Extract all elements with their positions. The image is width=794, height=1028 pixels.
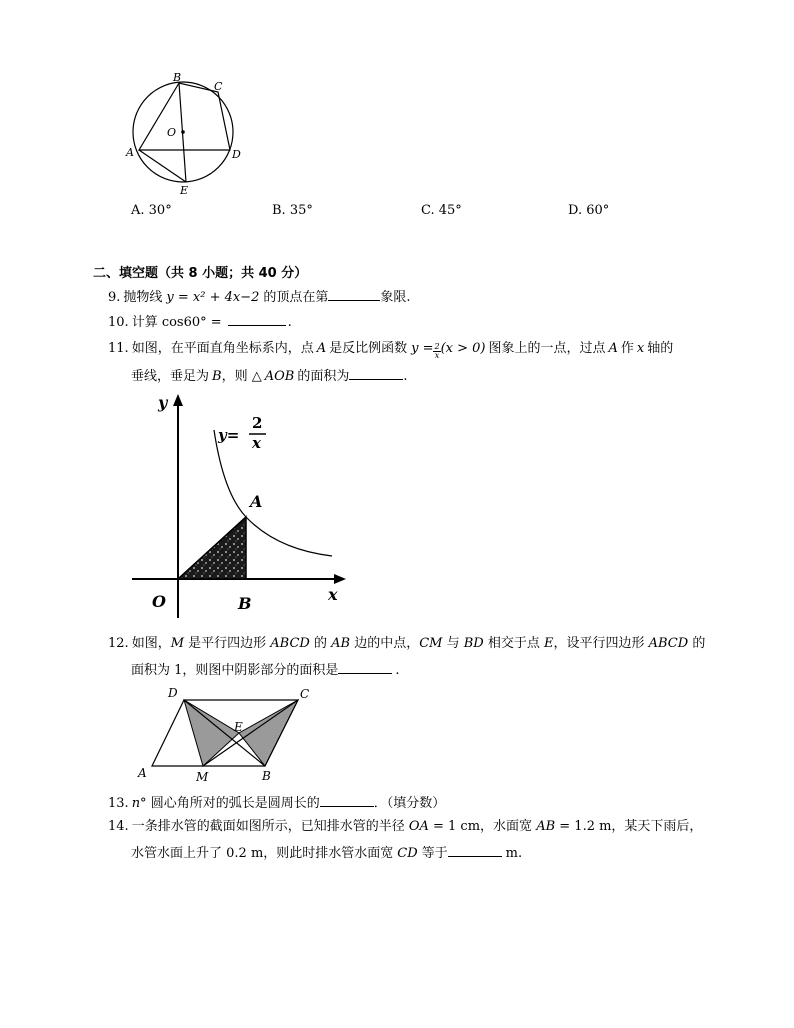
label-B: B [173, 71, 182, 84]
equation-lhs: y= [218, 426, 240, 444]
question-9 [108, 288, 411, 306]
q11-var-AOB: AOB [264, 369, 295, 384]
section-title: 二、填空题（共 8 小题；共 40 分） [93, 266, 308, 281]
q11-text-5: 轴的 [647, 341, 674, 356]
label-C: C [300, 687, 310, 701]
q11-frac-num: 2 [434, 342, 440, 351]
label-A: A [138, 766, 147, 780]
q12-m5: AB [331, 636, 351, 651]
q13-n: n° [131, 796, 147, 811]
q11-number: 11. [108, 341, 129, 356]
q11-text-4: 作 [620, 341, 634, 356]
q12-m9: BD [463, 636, 484, 651]
q11-blank[interactable] [349, 367, 403, 380]
q13-text: 圆心角所对的弧长是圆周长的 [146, 796, 320, 811]
q14-m3: AB [536, 819, 556, 834]
parallelogram-figure [134, 684, 320, 786]
question-14-line1 [108, 819, 702, 835]
q13-number: 13. [108, 796, 129, 811]
q11-var-x: x [636, 341, 645, 356]
choice-b: B. 35° [272, 203, 313, 218]
q14-blank[interactable] [448, 844, 502, 857]
question-14-line2 [131, 844, 522, 862]
q12-m7: CM [419, 636, 443, 651]
q12-t6: 边的中点， [350, 636, 420, 651]
label-B: B [262, 769, 271, 783]
quadrilateral-ABCD [139, 83, 230, 150]
center-dot [181, 130, 185, 134]
label-D: D [232, 148, 241, 161]
question-11-line2 [131, 367, 407, 385]
point-label-A: A [250, 492, 263, 511]
q14-number: 14. [108, 819, 129, 834]
label-M: M [196, 770, 209, 784]
q11-text-6: 垂线，垂足为 [131, 369, 210, 384]
circle-figure [122, 70, 248, 198]
origin-label: O [152, 592, 166, 611]
q12-tail: . [395, 663, 400, 678]
shaded-triangle-DME [184, 700, 239, 766]
q12-m11: E [543, 636, 554, 651]
q9-formula: y = x² + 4x−2 [166, 290, 260, 305]
q14-t0: 一条排水管的截面如图所示，已知排水管的半径 [131, 819, 409, 834]
q11-text-2: 是反比例函数 [329, 341, 408, 356]
choice-a: A. 30° [131, 203, 172, 218]
q11-text-3: 图象上的一点，过点 [488, 341, 606, 356]
q11-var-A: A [316, 341, 327, 356]
q11-tail: . [403, 369, 408, 384]
question-12-line2 [131, 661, 400, 679]
q11-frac-den: x [434, 351, 440, 360]
q11-fraction [433, 343, 440, 360]
hyperbola-figure [128, 390, 354, 622]
q10-blank[interactable] [228, 313, 286, 326]
q12-text-2: 面积为 1，则图中阴影部分的面积是 [131, 663, 339, 678]
q12-t10: 相交于点 [483, 636, 544, 651]
q12-t12: ，设平行四边形 [553, 636, 649, 651]
q14-text-3: 等于 [421, 846, 448, 861]
q14-text-2: 水管水面上升了 0.2 m，则此时排水管水面宽 [131, 846, 394, 861]
label-E: E [180, 184, 189, 197]
q12-t14: 的 [688, 636, 706, 651]
q9-number: 9. [108, 290, 121, 305]
shaded-triangle-CEB [239, 700, 298, 766]
equation-num: 2 [252, 414, 263, 432]
q10-tail: . [287, 315, 292, 330]
label-C: C [214, 80, 223, 93]
x-axis-arrow [334, 574, 346, 584]
q14-tail: m. [505, 846, 523, 861]
q10-text: 计算 cos60° = [131, 315, 222, 330]
equation-den: x [252, 434, 261, 452]
q11-text-1: 如图，在平面直角坐标系内，点 [131, 341, 314, 356]
q12-t4: 的 [309, 636, 332, 651]
q11-formula: y = [411, 341, 434, 356]
axis-label-x: x [328, 585, 338, 604]
q9-blank[interactable] [328, 288, 380, 301]
point-label-B: B [238, 594, 252, 613]
q10-number: 10. [108, 315, 129, 330]
q12-blank[interactable] [338, 661, 392, 674]
choice-d: D. 60° [568, 203, 610, 218]
q12-m13: ABCD [648, 636, 689, 651]
label-A: A [126, 146, 134, 159]
choice-c: C. 45° [421, 203, 462, 218]
q14-m1: OA [408, 819, 429, 834]
q13-blank[interactable] [320, 794, 374, 807]
label-E: E [234, 720, 243, 734]
q12-t0: 如图， [131, 636, 171, 651]
question-10 [108, 313, 292, 331]
question-11-line1 [108, 341, 673, 363]
q11-var-A2: A [608, 341, 618, 356]
q12-t2: 是平行四边形 [184, 636, 271, 651]
question-12-line1 [108, 636, 705, 652]
q9-text-post: 的顶点在第 [263, 290, 329, 305]
q11-condition: (x > 0) [440, 341, 486, 356]
q11-text-7: ，则 △ [221, 369, 262, 384]
axis-label-y: y [158, 393, 168, 412]
q14-t2: = 1 cm，水面宽 [428, 819, 537, 834]
q11-text-8: 的面积为 [297, 369, 350, 384]
q9-tail: 象限. [380, 290, 411, 305]
q12-number: 12. [108, 636, 129, 651]
q12-m3: ABCD [270, 636, 310, 651]
q13-tail: ．（填分数） [373, 796, 446, 811]
y-axis-arrow [173, 394, 183, 406]
q14-var-CD: CD [397, 846, 418, 861]
label-O: O [167, 126, 177, 139]
question-13 [108, 794, 445, 812]
label-D: D [168, 686, 178, 700]
q12-m1: M [170, 636, 185, 651]
q14-t4: = 1.2 m，某天下雨后， [555, 819, 703, 834]
q11-var-B: B [212, 369, 222, 384]
q9-text-pre: 抛物线 [123, 290, 163, 305]
q12-t8: 与 [442, 636, 464, 651]
